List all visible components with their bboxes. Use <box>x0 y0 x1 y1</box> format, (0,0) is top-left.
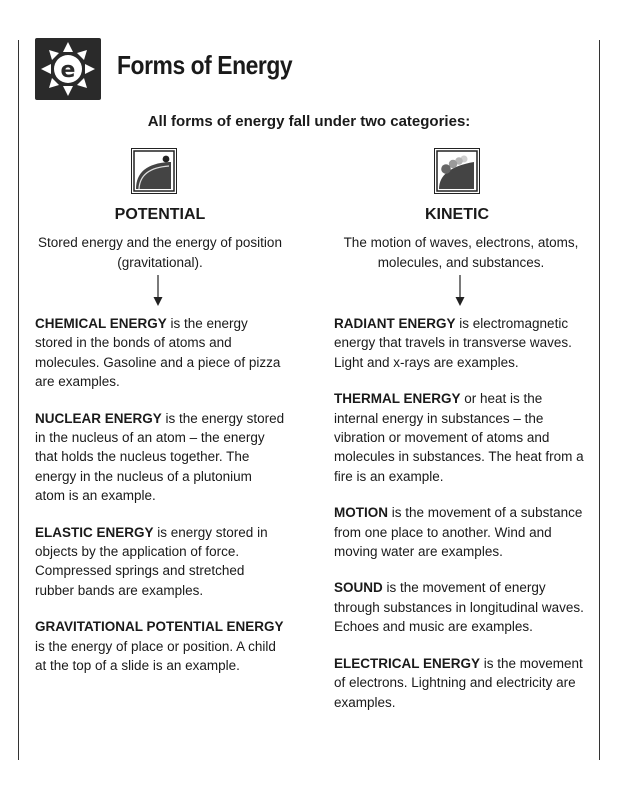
term: SOUND <box>334 580 383 596</box>
term: MOTION <box>334 505 388 521</box>
right-margin-rule <box>599 40 600 760</box>
down-arrow-icon <box>152 275 164 307</box>
term: ELASTIC ENERGY <box>35 524 154 540</box>
definition: or heat is the internal energy in substances – the vibration or movement of atoms and molecules in substances. The heat from a fire is an example. <box>334 391 584 484</box>
list-item <box>334 389 586 486</box>
term: RADIANT ENERGY <box>334 316 456 331</box>
kinetic-forms-list <box>334 314 586 729</box>
term: NUCLEAR ENERGY <box>35 410 162 426</box>
down-arrow-icon <box>454 275 466 307</box>
potential-energy-icon <box>131 148 177 194</box>
list-item <box>334 654 586 712</box>
potential-heading: POTENTIAL <box>114 206 206 223</box>
term: CHEMICAL ENERGY <box>35 316 167 331</box>
definition: is the energy of place or position. A child at the top of a slide is an example. <box>35 638 276 674</box>
list-item <box>334 314 586 372</box>
definition: is the energy stored in the bonds of atoms and molecules. Gasoline and a piece of pizza are examples. <box>35 316 281 390</box>
definition: is the energy stored in the nucleus of an atom – the energy that holds the nucleus together. The energy in the nucleus of a plutonium atom is an example. <box>35 410 285 504</box>
list-item <box>35 409 285 506</box>
subtitle: All forms of energy fall under two categories: <box>147 113 471 130</box>
kinetic-heading: KINETIC <box>425 206 489 223</box>
potential-forms-list <box>35 314 285 693</box>
left-margin-rule <box>18 40 19 760</box>
term: ELECTRICAL ENERGY <box>334 655 481 671</box>
term: THERMAL ENERGY <box>334 391 461 407</box>
definition: is the movement of a substance from one place to another. Wind and moving water are examples. <box>334 505 583 560</box>
logo-letter: e <box>60 58 76 83</box>
potential-description: Stored energy and the energy of position (gravitational). <box>38 235 282 270</box>
kinetic-description: The motion of waves, electrons, atoms, molecules, and substances. <box>343 235 579 270</box>
definition: is energy stored in objects by the application of force. Compressed springs and stretched rubber bands are examples. <box>35 524 268 598</box>
definition: is the movement of electrons. Lightning and electricity are examples. <box>334 655 583 710</box>
list-item <box>35 523 285 601</box>
definition: is electromagnetic energy that travels in transverse waves. Light and x-rays are examples. <box>334 316 572 370</box>
term: GRAVITATIONAL POTENTIAL ENERGY <box>35 619 284 635</box>
sun-e-icon <box>35 38 101 100</box>
kinetic-energy-icon <box>434 148 480 194</box>
list-item <box>334 503 586 561</box>
list-item <box>334 578 586 636</box>
list-item <box>35 314 285 392</box>
definition: is the movement of energy through substances in longitudinal waves. Echoes and music are examples. <box>334 580 584 635</box>
list-item <box>35 617 285 675</box>
page-title: Forms of Energy <box>117 50 293 80</box>
